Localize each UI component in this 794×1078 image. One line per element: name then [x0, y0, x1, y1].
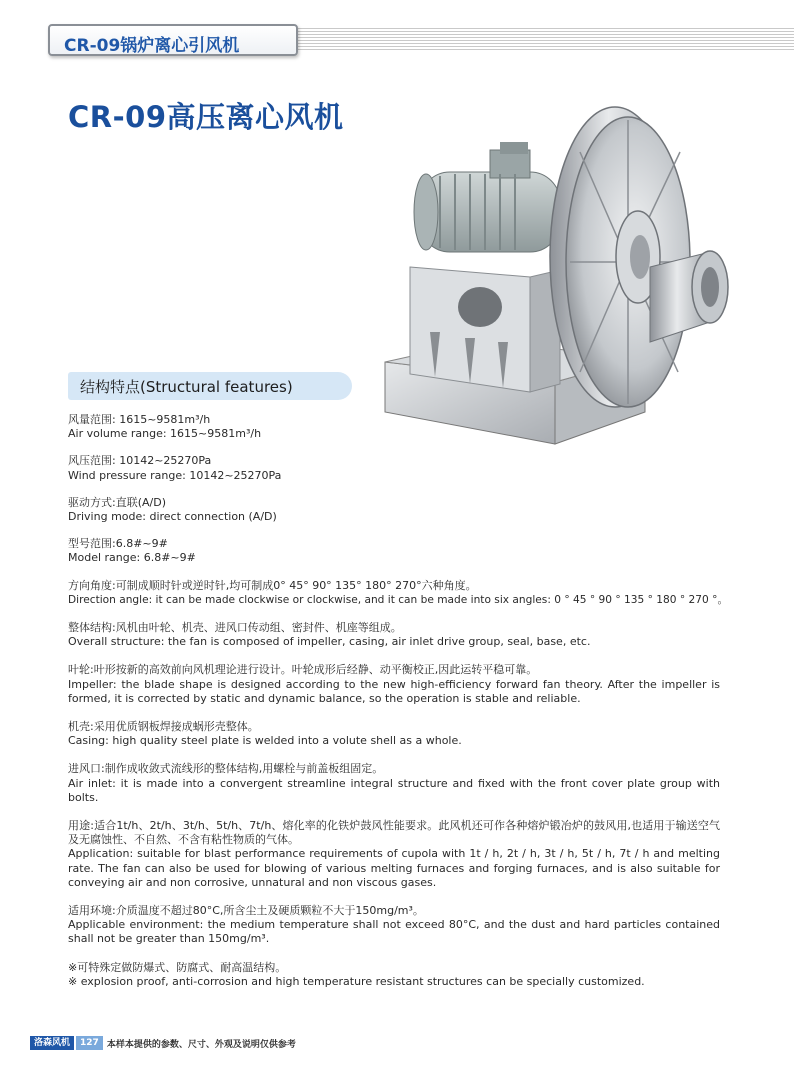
spec-text-cn: 用途:适合1t/h、2t/h、3t/h、5t/h、7t/h、熔化率的化铁炉鼓风性能要求。此风机还可作各种熔炉锻冶炉的鼓风用,也适用于输送空气及无腐蚀性、不自然、不含有粘性物质的气体。	[68, 819, 720, 847]
spec-text-en: Air volume range: 1615~9581m³/h	[68, 427, 262, 441]
spec-inlet	[68, 762, 720, 805]
spec-environment	[68, 904, 720, 947]
spec-custom	[68, 961, 720, 989]
spec-text-cn: 风量范围: 1615~9581m³/h	[68, 413, 211, 426]
banner-title: CR-09锅炉离心引风机	[64, 36, 240, 56]
spec-text-en: Impeller: the blade shape is designed according to the new high-efficiency forward fan theory. After the impeller is formed, it is corrected by static and dynamic balance, so the operation is stable and reliable.	[68, 677, 720, 705]
footer-note: 本样本提供的参数、尺寸、外观及说明仅供参考	[106, 1039, 296, 1050]
spec-text-en: ※ explosion proof, anti-corrosion and high temperature resistant structures can be specially customized.	[68, 974, 645, 988]
spec-text-cn: 进风口:制作成收敛式流线形的整体结构,用螺栓与前盖板组固定。	[68, 762, 384, 776]
spec-text-en: Application: suitable for blast performance requirements of cupola with 1t / h, 2t / h, 3t / h, 5t / h, 7t / h and melting rate. The fan can also be used for blowing of various melting furnaces and forging furnaces, and is also suitable for conveying air and non corrosive, unnatural and non viscous gases.	[68, 847, 720, 889]
spec-text-cn: ※可特殊定做防爆式、防腐式、耐高温结构。	[68, 960, 287, 974]
spec-text-en: Direction angle: it can be made clockwise or clockwise, and it can be made into six angles: 0 ° 45 ° 90 ° 135 ° 180 ° 270 °。	[68, 593, 729, 606]
header-banner	[48, 24, 794, 56]
spec-text-cn: 风压范围: 10142~25270Pa	[68, 454, 212, 468]
spec-text-en: Applicable environment: the medium temperature shall not exceed 80°C, and the dust and hard particles contained shall not be greater than 150mg/m³.	[68, 918, 720, 946]
spec-text-en: Casing: high quality steel plate is welded into a volute shell as a whole.	[68, 734, 462, 748]
spec-text-en: Driving mode: direct connection (A/D)	[68, 510, 277, 524]
spec-text-en: Model range: 6.8#~9#	[68, 551, 196, 565]
spec-wind-pressure	[68, 454, 720, 482]
spec-text-cn: 叶轮:叶形按新的高效前向风机理论进行设计。叶轮成形后经静、动平衡校正,因此运转平稳可靠。	[68, 663, 538, 677]
section-heading: 结构特点(Structural features)	[80, 378, 293, 396]
spec-text-en: Wind pressure range: 10142~25270Pa	[68, 468, 282, 482]
banner-tab	[48, 24, 298, 56]
spec-content	[68, 413, 729, 1003]
page-number: 127	[76, 1036, 103, 1050]
spec-casing	[68, 720, 720, 748]
page-footer	[30, 1036, 296, 1050]
spec-text-cn: 方向角度:可制成顺时针或逆时针,均可制成0° 45° 90° 135° 180° 270°六种角度。	[68, 578, 477, 592]
spec-driving	[68, 496, 720, 524]
spec-text-cn: 机壳:采用优质钢板焊接成蜗形壳整体。	[68, 720, 259, 734]
spec-text-en: Overall structure: the fan is composed of impeller, casing, air inlet drive group, seal, base, etc.	[68, 635, 591, 649]
banner-stripes	[278, 28, 794, 52]
spec-text-cn: 适用环境:介质温度不超过80°C,所含尘土及硬质颗粒不大于150mg/m³。	[68, 904, 424, 918]
spec-air-volume	[68, 413, 720, 441]
footer-brand: 洛森风机	[30, 1036, 74, 1050]
spec-text-cn: 型号范围:6.8#~9#	[68, 537, 168, 551]
spec-application	[68, 819, 720, 890]
spec-model	[68, 537, 720, 565]
page-title: CR-09高压离心风机	[68, 100, 344, 134]
spec-overall	[68, 621, 720, 649]
section-heading-bar	[68, 372, 352, 400]
spec-text-cn: 驱动方式:直联(A/D)	[68, 495, 166, 509]
spec-text-cn: 整体结构:风机由叶轮、机壳、进风口传动组、密封件、机座等组成。	[68, 621, 402, 635]
spec-text-en: Air inlet: it is made into a convergent streamline integral structure and fixed with the front cover plate group with bolts.	[68, 776, 720, 804]
spec-impeller	[68, 663, 720, 706]
spec-direction	[68, 578, 729, 607]
fan-illustration	[380, 92, 740, 456]
